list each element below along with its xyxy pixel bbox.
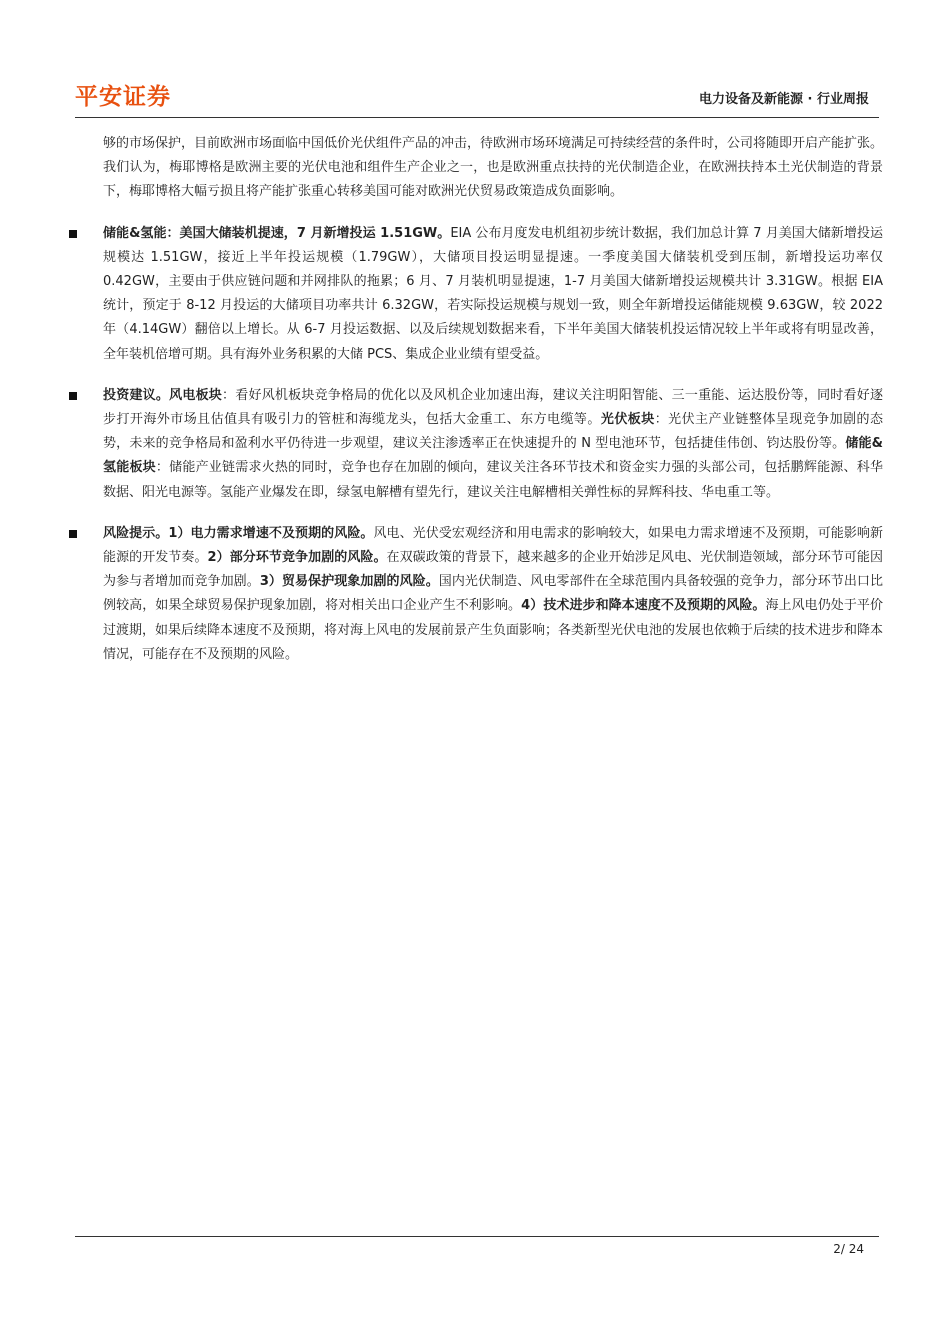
invest-pv-label: 光伏板块: [600, 412, 655, 428]
invest-storage-label: 储能&氢能板块: [103, 436, 883, 476]
risk-3-text: 国内光伏制造、风电零部件在全球范围内具备较强的竞争力，部分环节出口比例较高，如果全球贸易保护现象加剧，将对相关出口企业产生不利影响。: [103, 574, 883, 614]
intro-paragraph: 够的市场保护，目前欧洲市场面临中国低价光伏组件产品的冲击，待欧洲市场环境满足可持续经营的条件时，公司将随即开启产能扩张。我们认为，梅耶博格是欧洲主要的光伏电池和组件生产企业之一，也是欧洲重点扶持的光伏制造企业，在欧洲扶持本土光伏制造的背景下，梅耶博格大幅亏损且将产能扩张重心转移美国可能对欧洲光伏贸易政策造成负面影响。: [103, 136, 884, 200]
risk-2-label: 2）部分环节竞争加剧的风险。: [207, 550, 387, 566]
footer-divider: [75, 1236, 879, 1237]
storage-section: [103, 222, 883, 367]
risk-4-text: 海上风电仍处于平价过渡期，如果后续降本速度不及预期，将对海上风电的发展前景产生负面影响；各类新型光伏电池的发展也依赖于后续的技术进步和降本情况，可能存在不及预期的风险。: [103, 598, 884, 662]
company-logo: 平安证券: [75, 84, 171, 110]
risk-heading: 风险提示。: [103, 525, 169, 541]
storage-heading: 储能&氢能：美国大储装机提速，7 月新增投运 1.51GW。: [103, 225, 451, 241]
invest-section: [103, 384, 883, 505]
page-header: [75, 78, 875, 118]
invest-pv-text: ：光伏主产业链整体呈现竞争加剧的态势，未来的竞争格局和盈利水平仍待进一步观望，建议关注渗透率正在快速提升的 N 型电池环节，包括捷佳伟创、钧达股份等。: [103, 412, 883, 452]
risk-1-label: 1）电力需求增速不及预期的风险。: [168, 525, 374, 541]
risk-paragraph: [103, 522, 883, 667]
invest-storage-text: ：储能产业链需求火热的同时，竞争也存在加剧的倾向，建议关注各环节技术和资金实力强的头部公司，包括鹏辉能源、科华数据、阳光电源等。氢能产业爆发在即，绿氢电解槽有望先行，建议关注电解槽相关弹性标的昇辉科技、华电重工等。: [103, 460, 883, 500]
storage-body: EIA 公布月度发电机组初步统计数据，我们加总计算 7 月美国大储新增投运规模达 1.51GW，接近上半年投运规模（1.79GW），大储项目投运明显提速。一季度美国大储装机受到压制，新增投运功率仅 0.42GW，主要由于供应链问题和并网排队的拖累；6 月、7 月装机明显提速，1-7 月美国大储新增投运规模共计 3.31GW。根据 EIA 统计，预定于 8-12 月投运的大储项目功率共计 6.32GW，若实际投运规模与规划一致，则全年新增投运储能规模 9.63GW，较 2022 年（4.14GW）翻倍以上增长。从 6-7 月投运数据、以及后续规划数据来看，下半年美国大储装机投运情况较上半年或将有明显改善，全年装机倍增可期。具有海外业务积累的大储 PCS、集成企业业绩有望受益。: [103, 225, 883, 362]
invest-wind-text: ：看好风机板块竞争格局的优化以及风机企业加速出海，建议关注明阳智能、三一重能、运达股份等，同时看好逐步打开海外市场且估值具有吸引力的管桩和海缆龙头，包括大金重工、东方电缆等。: [103, 387, 883, 428]
invest-wind-label: 风电板块: [169, 387, 223, 403]
bullet-square-icon: [69, 392, 77, 400]
risk-2-text: 在双碳政策的背景下，越来越多的企业开始涉足风电、光伏制造领域，部分环节可能因为参与者增加而竞争加剧。: [103, 550, 883, 590]
invest-paragraph: [103, 384, 883, 505]
header-divider: [75, 117, 879, 118]
risk-3-label: 3）贸易保护现象加剧的风险。: [259, 574, 439, 590]
page-number: 2/ 24: [833, 1242, 864, 1256]
invest-heading: 投资建议。: [103, 387, 170, 403]
bullet-square-icon: [69, 230, 77, 238]
report-body: [103, 132, 883, 667]
risk-section: [103, 522, 883, 667]
risk-4-label: 4）技术进步和降本速度不及预期的风险。: [521, 598, 766, 614]
report-type: 电力设备及新能源 · 行业周报: [699, 92, 869, 107]
bullet-square-icon: [69, 530, 77, 538]
storage-paragraph: [103, 222, 883, 367]
risk-1-text: 风电、光伏受宏观经济和用电需求的影响较大，如果电力需求增速不及预期，可能影响新能源的开发节奏。: [103, 525, 883, 566]
